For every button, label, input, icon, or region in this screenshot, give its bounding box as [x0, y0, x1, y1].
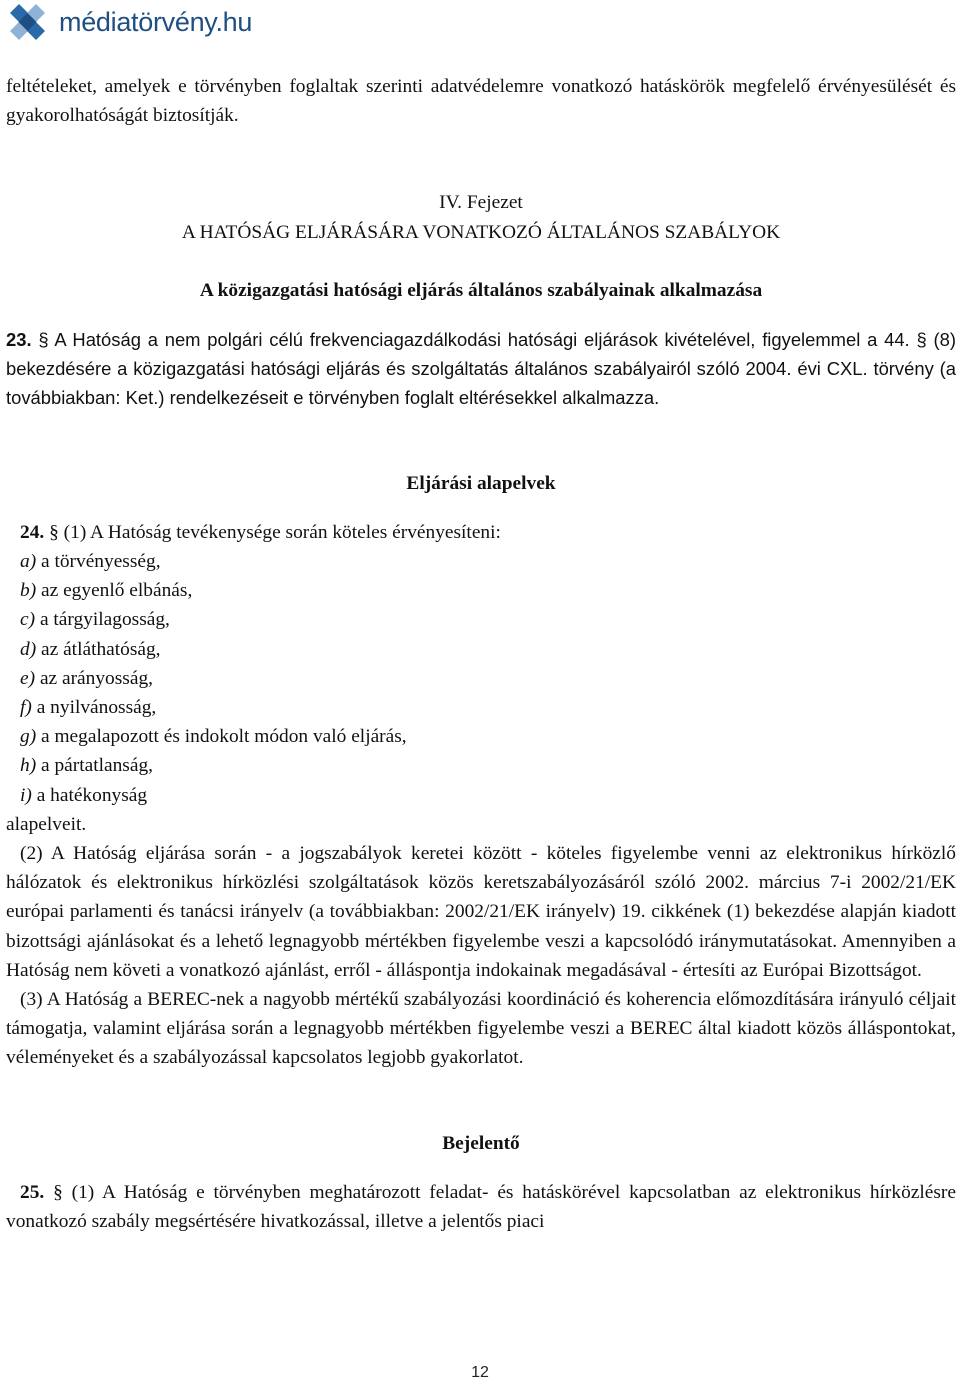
document-body	[6, 72, 956, 1236]
item-text: az arányosság,	[39, 667, 153, 689]
item-letter: b)	[20, 580, 37, 602]
list-item	[20, 605, 956, 634]
item-letter: g)	[20, 726, 37, 748]
list-item	[20, 781, 956, 810]
article-number: 25.	[20, 1181, 45, 1203]
list-item	[20, 547, 956, 576]
item-letter: e)	[20, 667, 36, 689]
list-item	[20, 664, 956, 693]
chapter-number: IV. Fejezet	[439, 192, 523, 214]
item-letter: i)	[20, 784, 32, 806]
page-number: 12	[471, 1364, 489, 1381]
article-number: 24.	[20, 521, 45, 543]
item-text: a nyilvánosság,	[36, 697, 157, 719]
section-sign: §	[38, 329, 49, 351]
item-text: az egyenlő elbánás,	[41, 580, 193, 602]
item-letter: h)	[20, 755, 37, 777]
item-text: a tárgyilagosság,	[39, 609, 170, 631]
section-heading: Bejelentő	[442, 1132, 520, 1154]
article-25	[6, 1178, 956, 1236]
article-text: (1) A Hatóság e törvényben meghatározott feladat- és hatáskörével kapcsolatban az elektronikus hírközlésre vonatkozó szabály megsértésére hivatkozással, illetve a jelentős piaci	[6, 1181, 956, 1233]
list-item	[20, 722, 956, 751]
item-letter: c)	[20, 609, 36, 631]
article-23	[6, 325, 956, 413]
site-name: médiatörvény.hu	[59, 6, 253, 37]
site-logo[interactable]	[3, 2, 252, 42]
list-item	[20, 693, 956, 722]
item-text: a pártatlanság,	[41, 755, 153, 777]
item-text: a hatékonyság	[36, 784, 148, 806]
item-text: a megalapozott és indokolt módon való eljárás,	[41, 726, 407, 748]
article-paragraph-3: (3) A Hatóság a BEREC-nek a nagyobb mértékű szabályozási koordináció és koherencia előmozdítására irányuló céljait támogatja, valamint eljárása során a legnagyobb mértékben figyelembe veszi a BEREC által kiadott közös álláspontokat, véleményeket és a szabályozással kapcsolatos legjobb gyakorlatot.	[6, 989, 956, 1069]
article-text: (8) bekezdésére a közigazgatási hatósági eljárás és szolgáltatás általános szabályairól szóló 2004. évi CXL. törvény (a továbbiakban: Ket.) rendelkezéseit e törvényben foglalt eltérésekkel alkalmazza.	[6, 329, 956, 409]
item-letter: d)	[20, 638, 37, 660]
list-item	[20, 576, 956, 605]
list-item	[20, 751, 956, 780]
principles-list	[6, 547, 956, 810]
item-letter: f)	[20, 697, 32, 719]
chapter-title: A HATÓSÁG ELJÁRÁSÁRA VONATKOZÓ ÁLTALÁNOS SZABÁLYOK	[181, 221, 781, 243]
section-sign: §	[49, 521, 59, 543]
list-closing: alapelveit.	[6, 813, 87, 835]
section-heading: A közigazgatási hatósági eljárás általános szabályainak alkalmazása	[199, 279, 763, 301]
item-text: az átláthatóság,	[41, 638, 161, 660]
article-number: 23.	[6, 329, 32, 351]
section-sign: §	[916, 329, 927, 351]
article-24	[6, 518, 956, 1073]
intro-paragraph: feltételeket, amelyek e törvényben foglaltak szerinti adatvédelemre vonatkozó hatáskörök megfelelő érvényesülését és gyakorolhatóságát biztosítják.	[6, 76, 956, 127]
item-letter: a)	[20, 551, 37, 573]
list-item	[20, 635, 956, 664]
article-intro	[6, 518, 956, 547]
item-text: a törvényesség,	[41, 551, 161, 573]
article-text: A Hatóság a nem polgári célú frekvenciagazdálkodási hatósági eljárások kivételével, figyelemmel a 44.	[54, 329, 910, 351]
section-sign: §	[53, 1181, 63, 1203]
article-text: (1) A Hatóság tevékenysége során köteles érvényesíteni:	[63, 521, 501, 543]
article-paragraph-2: (2) A Hatóság eljárása során - a jogszabályok keretei között - köteles figyelembe venni az elektronikus hírközlő hálózatok és elektronikus hírközlési szolgáltatások közös keretszabályozásáról szóló 2002. március 7-i 2002/21/EK európai parlamenti és tanácsi irányelv (a továbbiakban: 2002/21/EK irányelv) 19. cikkének (1) bekezdése alapján kiadott bizottsági ajánlásokat és a lehető legnagyobb mértékben figyelembe veszi a kapcsolódó iránymutatásokat. Amennyiben a Hatóság nem követi a vonatkozó ajánlást, erről - álláspontja indokainak megadásával - értesíti az Európai Bizottságot.	[6, 843, 956, 981]
diamond-logo-icon	[3, 2, 53, 42]
section-heading: Eljárási alapelvek	[406, 472, 556, 494]
